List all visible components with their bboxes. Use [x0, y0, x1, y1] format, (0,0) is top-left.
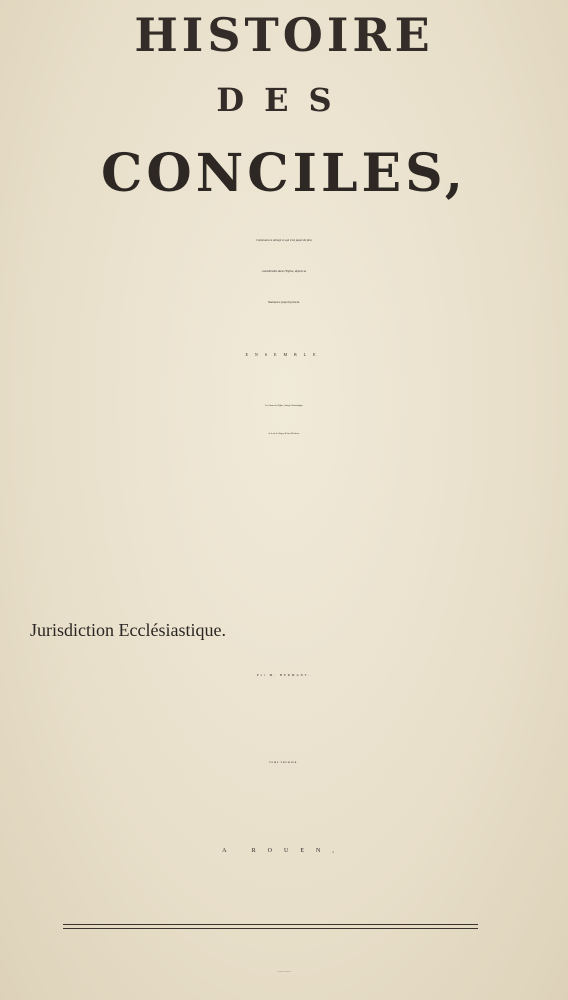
title-line-histoire: HISTOIRE — [134, 8, 434, 62]
edition-line — [0, 702, 568, 730]
fleuron-ornament-icon — [0, 794, 568, 818]
imprint-city: A ROUEN, — [222, 848, 346, 854]
tome-line: TOME PREMIER. — [269, 762, 299, 764]
declarations-line-3 — [0, 593, 568, 618]
approbation-line: Avec Aprobation & Privilége du Roy. — [276, 972, 292, 973]
notes-line-1 — [0, 460, 568, 483]
subtitle-line-2: considérable dans l'Eglise, depuis sa — [261, 269, 307, 273]
notes-line-2 — [0, 483, 568, 506]
ensemble-heading: ENSEMBLE — [245, 352, 323, 357]
declarations-line-4: Jurisdiction Ecclésiastique. — [30, 620, 226, 640]
author-line: Par M. HERMANT. — [256, 673, 312, 677]
canons-line-1: Les Canons de l'Eglise, l'abregé Chronologique — [265, 405, 303, 407]
publisher-line-1 — [0, 868, 568, 892]
double-rule-divider — [63, 924, 478, 929]
notes-line-3 — [0, 506, 568, 529]
title-line-des: DES — [216, 81, 352, 119]
subtitle-line-3: Naissance jusqu'à present. — [268, 300, 300, 304]
title-line-conciles: CONCILES, — [101, 143, 467, 204]
subtitle-line-1: Contenant en abregé ce qui s'est passé de plus — [256, 238, 312, 242]
imprint-year — [0, 934, 568, 960]
declarations-line-2 — [0, 568, 568, 593]
declarations-line-1 — [0, 543, 568, 568]
canons-line-2: de la vie des Papes, & leurs Décisions. — [268, 433, 300, 435]
publisher-line-2 — [0, 892, 568, 916]
